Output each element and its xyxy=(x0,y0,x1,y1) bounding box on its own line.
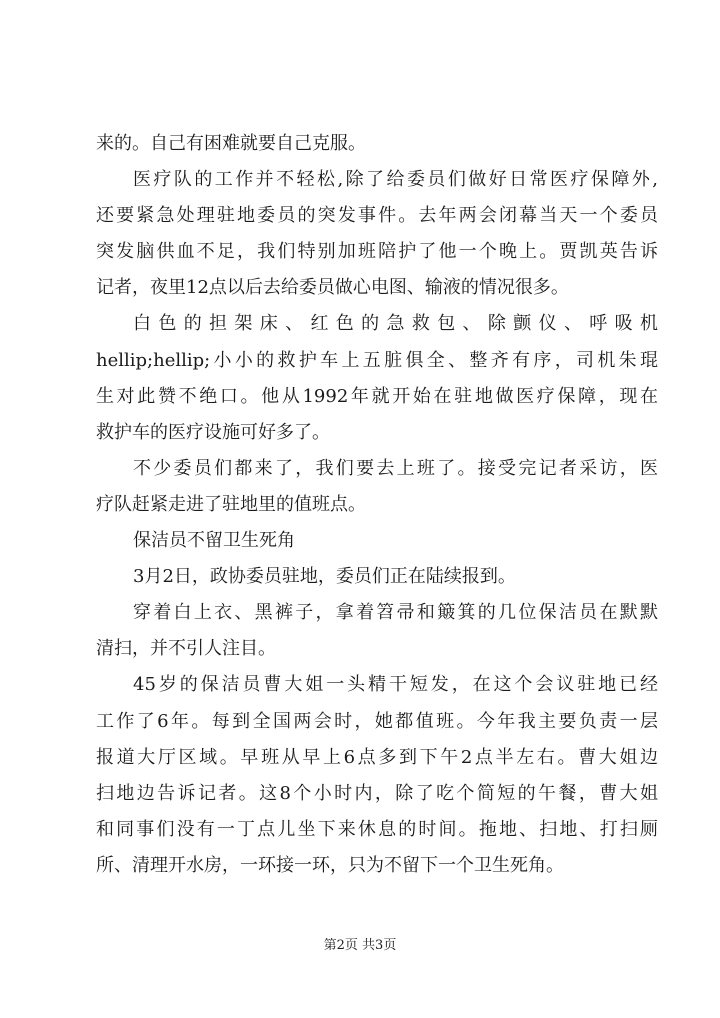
text-line: 突发脑供血不足，我们特别加班陪护了他一个晚上。贾凯英告诉 xyxy=(96,241,658,263)
text-line: hellip;hellip;小小的救护车上五脏俱全、整齐有序，司机朱琨 xyxy=(96,349,658,371)
page-number: 第2页 共3页 xyxy=(323,938,397,953)
text-line: 白色的担架床、红色的急救包、除颤仪、呼吸机 xyxy=(133,313,658,335)
text-line: 和同事们没有一丁点儿坐下来休息的时间。拖地、扫地、打扫厕 xyxy=(96,818,658,840)
text-line: 45岁的保洁员曹大姐一头精干短发，在这个会议驻地已经 xyxy=(133,674,658,696)
section-heading: 保洁员不留卫生死角 xyxy=(133,530,295,552)
text-line: 3月2日，政协委员驻地，委员们正在陆续报到。 xyxy=(133,566,516,588)
text-line: 生对此赞不绝口。他从1992年就开始在驻地做医疗保障，现在 xyxy=(96,385,658,407)
text-line: 还要紧急处理驻地委员的突发事件。去年两会闭幕当天一个委员 xyxy=(96,205,658,227)
text-line: 清扫，并不引人注目。 xyxy=(96,638,276,660)
text-line: 报道大厅区域。早班从早上6点多到下午2点半左右。曹大姐边 xyxy=(96,746,658,768)
text-line: 扫地边告诉记者。这8个小时内，除了吃个简短的午餐，曹大姐 xyxy=(96,782,658,804)
text-line: 来的。自己有困难就要自己克服。 xyxy=(96,133,366,154)
text-line: 工作了6年。每到全国两会时，她都值班。今年我主要负责一层 xyxy=(96,710,658,732)
text-line: 穿着白上衣、黑裤子，拿着笤帚和簸箕的几位保洁员在默默 xyxy=(133,602,658,624)
text-line: 医疗队的工作并不轻松,除了给委员们做好日常医疗保障外, xyxy=(133,169,658,191)
text-line: 不少委员们都来了，我们要去上班了。接受完记者采访，医 xyxy=(133,457,658,479)
text-line: 疗队赶紧走进了驻地里的值班点。 xyxy=(96,493,366,515)
text-line: 所、清理开水房，一环接一环，只为不留下一个卫生死角。 xyxy=(96,854,564,876)
text-line: 记者，夜里12点以后去给委员做心电图、输液的情况很多。 xyxy=(96,277,569,299)
text-line: 救护车的医疗设施可好多了。 xyxy=(96,421,330,443)
body-text xyxy=(96,126,658,884)
